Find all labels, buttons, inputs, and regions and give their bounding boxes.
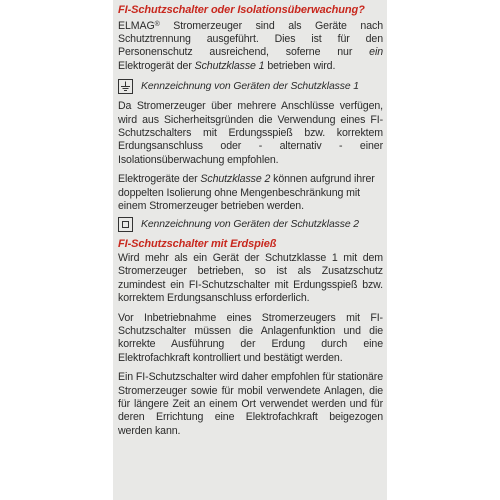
class2-symbol-row [118, 217, 383, 232]
recommendation-paragraph: Ein FI-Schutzschalter wird daher empfohlen für stationäre Stromerzeuger sowie für mobil verwendete Anlagen, die für längere Zeit an einem Ort verwendet werden und für deren Errichtung eine Elektrofachkraft beigezogen werden kann. [118, 371, 383, 437]
class1-symbol-row [118, 79, 383, 94]
class2-emphasis: Schutzklasse 2 [200, 173, 271, 186]
intro-text-a: Stromerzeuger sind als Geräte nach Schutztrennung ausgeführt. Dies ist für den Personenschutz ausreichend, soferne nur [118, 19, 383, 59]
fi-recommendation-paragraph: Da Stromerzeuger über mehrere Anschlüsse verfügen, wird aus Sicherheitsgründen die Verwendung eines FI-Schutzschalters mit Erdungsspieß bzw. korrektem Erdungsanschluss oder - alternativ - einer Isolationsüberwachung empfohlen. [118, 100, 383, 166]
section-heading-fi-or-isolation: FI-Schutzschalter oder Isolationsüberwachung? [118, 4, 365, 16]
class2-paragraph [118, 173, 383, 213]
double-insulation-icon [118, 217, 133, 232]
intro-text-b: Elektrogerät der [118, 59, 195, 72]
class2-text-b: können aufgrund ihrer doppelten Isolierung ohne Mengenbeschränkung mit einem Stromerzeuger betrieben werden. [118, 173, 375, 212]
class1-caption: Kennzeichnung von Geräten der Schutzklasse 1 [141, 80, 359, 92]
section-heading-fi-earth-spike: FI-Schutzschalter mit Erdspieß [118, 238, 277, 251]
intro-emphasis-class1: Schutzklasse 1 [194, 59, 265, 72]
intro-emphasis-ein: ein [369, 46, 383, 59]
additional-protection-paragraph: Wird mehr als ein Gerät der Schutzklasse 1 mit dem Stromerzeuger betrieben, so ist als Zusatzschutz zumindest ein FI-Schutzschalter mit Erdungsspieß bzw. korrektem Erdungsanschluss erforderlich. [118, 251, 383, 305]
brand-name: ELMAG [118, 19, 155, 32]
class2-caption: Kennzeichnung von Geräten der Schutzklasse 2 [141, 219, 359, 231]
intro-paragraph [118, 18, 383, 74]
intro-text-c: betrieben wird. [264, 59, 336, 72]
info-panel [113, 0, 387, 500]
commissioning-paragraph: Vor Inbetriebnahme eines Stromerzeugers mit FI-Schutzschalter müssen die Anlagenfunktion und die korrekte Ausführung der Erdung durch eine Elektrofachkraft kontrolliert und bestätigt werden. [118, 311, 383, 364]
class2-text-a: Elektrogeräte der [118, 173, 201, 186]
registered-mark: ® [154, 20, 160, 28]
earth-ground-icon [118, 79, 133, 94]
